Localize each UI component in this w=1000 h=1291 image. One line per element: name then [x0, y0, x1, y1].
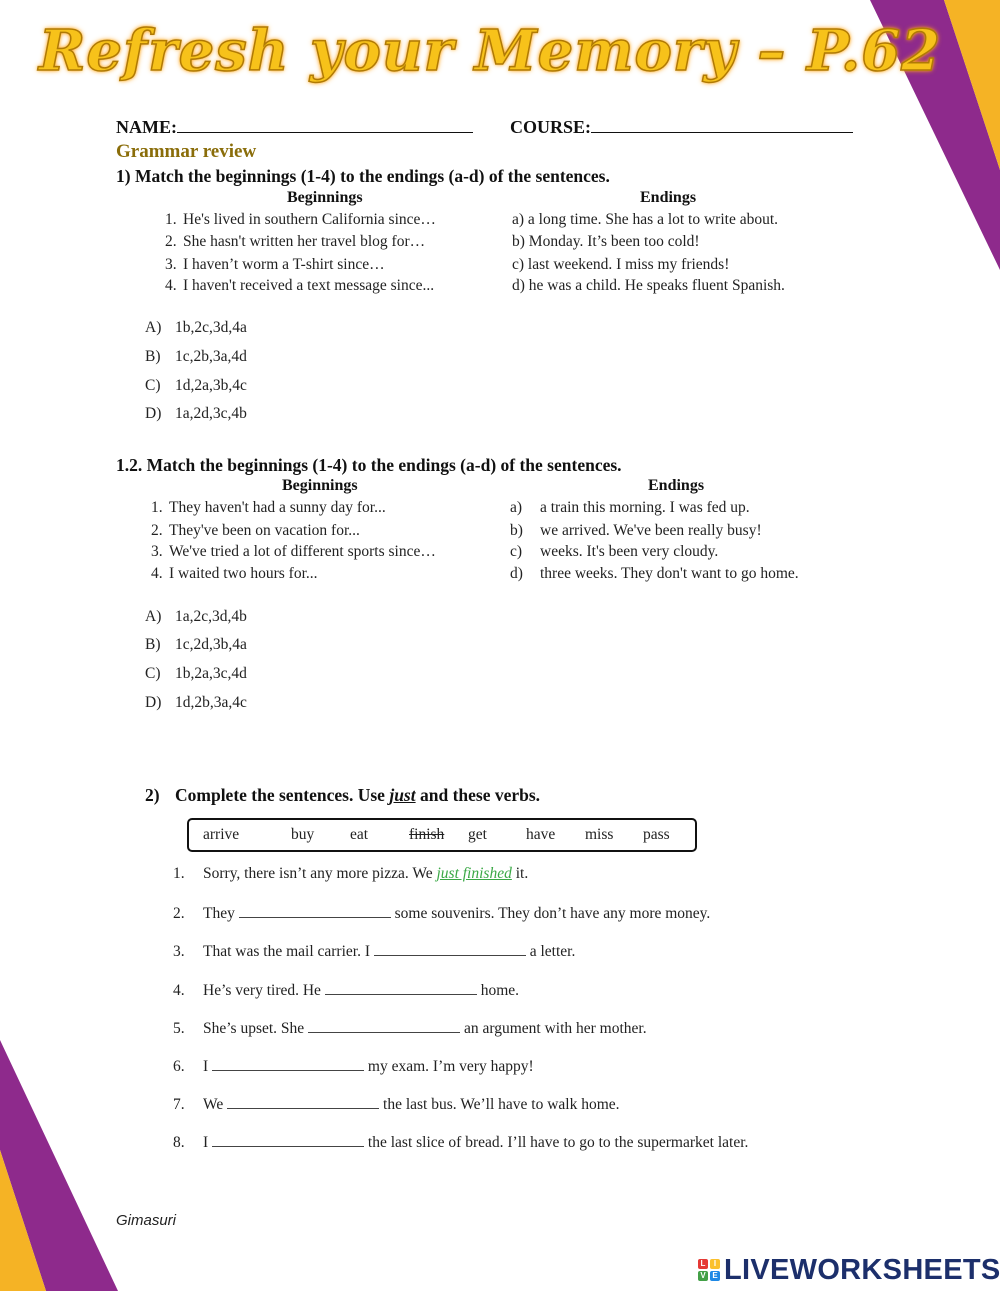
exercise12-ending-row: c) weeks. It's been very cloudy. — [510, 543, 719, 560]
exercise2-sentence: 5. She’s upset. She an argument with her mother. — [173, 1020, 647, 1037]
author-credit: Gimasuri — [116, 1212, 177, 1229]
logo-text: LIVEWORKSHEETS — [724, 1253, 1000, 1286]
verb-word: arrive — [203, 826, 240, 843]
verb-word: pass — [643, 826, 670, 843]
exercise2-sentence: 2. They some souvenirs. They don’t have any more money. — [173, 905, 711, 922]
verb-word: get — [468, 826, 487, 843]
verb-word-used: finish — [409, 826, 445, 843]
exercise1-ending-row: c) last weekend. I miss my friends! — [512, 256, 730, 273]
answer-blank[interactable] — [239, 905, 391, 918]
exercise1-ending-row: b) Monday. It’s been too cold! — [512, 233, 700, 250]
exercise12-beginning-row: 3. We've tried a lot of different sports since… — [151, 543, 436, 560]
exercise2-sentence: 7. We the last bus. We’ll have to walk home. — [173, 1096, 620, 1113]
exercise12-beginnings-header: Beginnings — [282, 477, 358, 494]
exercise1-endings-header: Endings — [640, 189, 697, 206]
answer-blank[interactable] — [325, 982, 477, 995]
name-field[interactable] — [116, 117, 473, 138]
verb-box — [187, 818, 697, 852]
exercise12-endings-header: Endings — [648, 477, 705, 494]
exercise2-sentence-example: 1. Sorry, there isn’t any more pizza. We just finished it. — [173, 865, 529, 882]
exercise12-option-c[interactable]: C) 1b,2a,3c,4d — [145, 665, 247, 682]
exercise12-ending-row: b) we arrived. We've been really busy! — [510, 522, 762, 539]
liveworksheets-logo[interactable] — [698, 1253, 1000, 1287]
exercise1-ending-row: d) he was a child. He speaks fluent Spanish. — [512, 277, 785, 294]
logo-grid-icon: L I V E — [698, 1259, 720, 1281]
exercise1-question: 1) Match the beginnings (1-4) to the endings (a-d) of the sentences. — [116, 166, 610, 186]
exercise1-beginnings-header: Beginnings — [287, 189, 363, 206]
exercise1-beginning-row: 3. I haven’t worm a T-shirt since… — [165, 256, 385, 273]
exercise1-option-b[interactable]: B) 1c,2b,3a,4d — [145, 348, 247, 365]
verb-word: eat — [350, 826, 369, 843]
course-field[interactable] — [510, 117, 853, 138]
verb-word: buy — [291, 826, 315, 843]
answer-blank[interactable] — [308, 1020, 460, 1033]
section-heading: Grammar review — [116, 141, 257, 162]
exercise1-option-d[interactable]: D) 1a,2d,3c,4b — [145, 405, 247, 422]
course-label: COURSE: — [510, 117, 592, 137]
exercise1-option-a[interactable]: A) 1b,2c,3d,4a — [145, 319, 247, 336]
answer-blank[interactable] — [227, 1096, 379, 1109]
answer-blank[interactable] — [212, 1134, 364, 1147]
exercise1-beginning-row: 1. He's lived in southern California since… — [165, 211, 436, 228]
exercise1-beginning-row: 2. She hasn't written her travel blog for… — [165, 233, 426, 250]
verb-word: miss — [585, 826, 614, 843]
exercise1-option-c[interactable]: C) 1d,2a,3b,4c — [145, 377, 247, 394]
name-line[interactable] — [177, 117, 473, 133]
verb-word: have — [526, 826, 556, 843]
exercise12-option-b[interactable]: B) 1c,2d,3b,4a — [145, 636, 247, 653]
answer-blank[interactable] — [212, 1058, 364, 1071]
worksheet-title: Refresh your Memory – P.62 — [38, 18, 942, 84]
exercise12-option-d[interactable]: D) 1d,2b,3a,4c — [145, 694, 247, 711]
exercise12-question: 1.2. Match the beginnings (1-4) to the endings (a-d) of the sentences. — [116, 455, 622, 475]
exercise1-beginning-row: 4. I haven't received a text message since... — [165, 277, 435, 294]
exercise2-sentence: 6. I my exam. I’m very happy! — [173, 1058, 534, 1075]
example-answer: just finished — [436, 865, 512, 882]
exercise2-sentence: 8. I the last slice of bread. I’ll have to go to the supermarket later. — [173, 1134, 749, 1151]
exercise12-beginning-row: 1. They haven't had a sunny day for... — [151, 499, 386, 516]
exercise12-beginning-row: 2. They've been on vacation for... — [151, 522, 360, 539]
exercise12-ending-row: d) three weeks. They don't want to go home. — [510, 565, 799, 582]
exercise12-option-a[interactable]: A) 1a,2c,3d,4b — [145, 608, 247, 625]
course-line[interactable] — [591, 117, 853, 133]
answer-blank[interactable] — [374, 943, 526, 956]
exercise12-beginning-row: 4. I waited two hours for... — [151, 565, 318, 582]
exercise2-instruction: 2) Complete the sentences. Use just and these verbs. — [145, 785, 541, 805]
exercise2-sentence: 4. He’s very tired. He home. — [173, 982, 519, 999]
exercise1-ending-row: a) a long time. She has a lot to write about. — [512, 211, 779, 228]
exercise12-ending-row: a) a train this morning. I was fed up. — [510, 499, 750, 516]
exercise2-sentence: 3. That was the mail carrier. I a letter. — [173, 943, 576, 960]
name-label: NAME: — [116, 117, 177, 137]
